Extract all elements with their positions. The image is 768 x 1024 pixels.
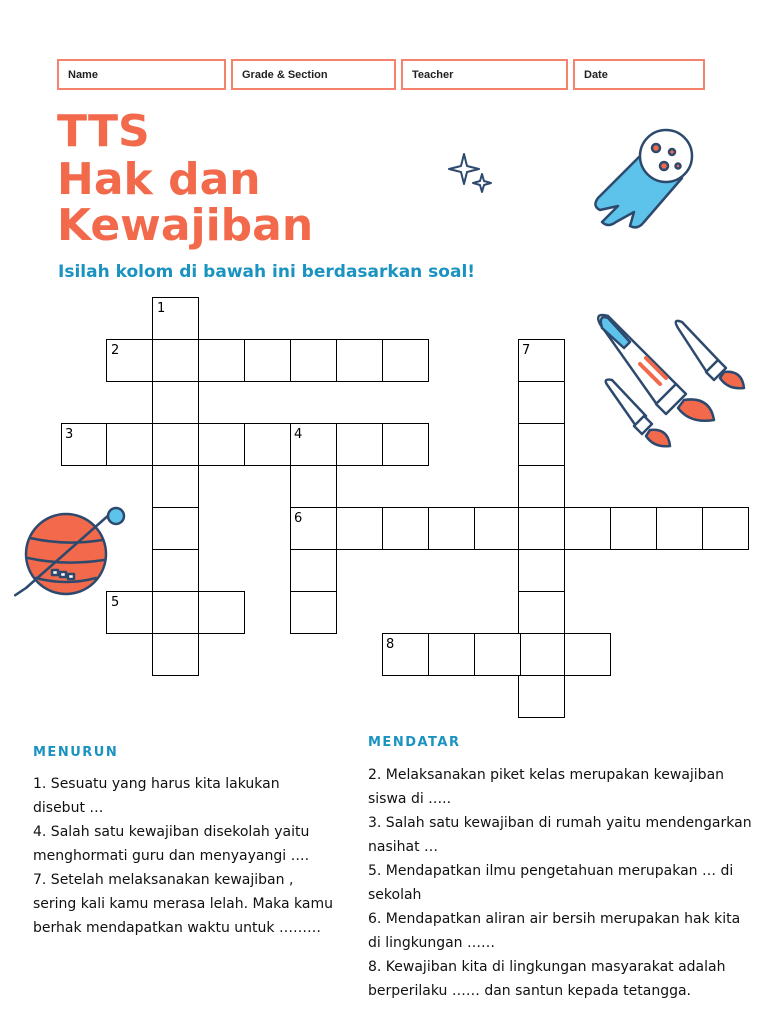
grade-section-field[interactable] — [231, 59, 396, 90]
grid-cell[interactable] — [382, 339, 429, 382]
grid-cell[interactable] — [244, 423, 291, 466]
clue-number-5: 5 — [111, 595, 120, 610]
instruction-text: Isilah kolom di bawah ini berdasarkan soal! — [58, 262, 476, 282]
grid-cell[interactable] — [518, 633, 565, 676]
grid-cell[interactable] — [336, 423, 383, 466]
date-field-label: Date — [584, 69, 608, 81]
title-line-1: TTS — [57, 106, 150, 157]
grid-cell[interactable] — [382, 423, 429, 466]
grid-cell[interactable] — [152, 423, 199, 466]
clue-line: berperilaku …… dan santun kepada tetangga. — [368, 983, 691, 999]
grid-cell[interactable] — [198, 591, 245, 634]
grid-cell[interactable] — [518, 465, 565, 508]
clue-number-4: 4 — [294, 427, 303, 442]
mendatar-heading: MENDATAR — [368, 735, 461, 750]
grid-cell[interactable] — [152, 549, 199, 592]
date-field[interactable] — [573, 59, 705, 90]
grid-cell[interactable] — [656, 507, 703, 550]
grid-cell[interactable] — [428, 507, 475, 550]
grid-cell[interactable] — [518, 381, 565, 424]
grid-cell[interactable] — [702, 507, 749, 550]
grid-cell[interactable] — [198, 339, 245, 382]
grid-cell[interactable] — [290, 339, 337, 382]
clue-line: 7. Setelah melaksanakan kewajiban , — [33, 872, 294, 888]
grid-cell[interactable] — [106, 423, 153, 466]
grid-cell[interactable] — [152, 591, 199, 634]
clue-line: 6. Mendapatkan aliran air bersih merupakan hak kita — [368, 911, 741, 927]
grid-cell[interactable] — [518, 675, 565, 718]
grid-cell[interactable] — [244, 339, 291, 382]
clue-number-1: 1 — [157, 301, 166, 316]
grid-cell[interactable] — [474, 507, 521, 550]
clue-line: 3. Salah satu kewajiban di rumah yaitu mendengarkan — [368, 815, 752, 831]
sparkle-icon — [448, 152, 496, 196]
clue-line: 5. Mendapatkan ilmu pengetahuan merupakan … di — [368, 863, 734, 879]
clue-line: siswa di ….. — [368, 791, 452, 807]
title-line-2: Hak dan — [57, 154, 261, 205]
clue-number-7: 7 — [522, 343, 531, 358]
menurun-heading: MENURUN — [33, 745, 119, 760]
clue-line: 2. Melaksanakan piket kelas merupakan kewajiban — [368, 767, 725, 783]
clue-line: berhak mendapatkan waktu untuk ……… — [33, 920, 321, 936]
grid-cell[interactable] — [564, 507, 611, 550]
grade-section-field-label: Grade & Section — [242, 69, 328, 81]
grid-cell[interactable] — [290, 591, 337, 634]
comet-icon — [588, 118, 708, 230]
grid-cell[interactable] — [152, 507, 199, 550]
teacher-field-label: Teacher — [412, 69, 454, 81]
name-field[interactable] — [57, 59, 226, 90]
grid-cell[interactable] — [336, 507, 383, 550]
grid-cell[interactable] — [474, 633, 521, 676]
grid-cell[interactable] — [290, 549, 337, 592]
grid-cell[interactable] — [152, 339, 199, 382]
clue-line: menghormati guru dan menyayangi …. — [33, 848, 310, 864]
rocket-icon — [590, 308, 750, 458]
title-line-3: Kewajiban — [57, 200, 314, 251]
clue-line: nasihat … — [368, 839, 439, 855]
clue-number-3: 3 — [65, 427, 74, 442]
grid-cell[interactable] — [428, 633, 475, 676]
grid-cell[interactable] — [152, 465, 199, 508]
grid-cell[interactable] — [610, 507, 657, 550]
grid-cell[interactable] — [564, 633, 611, 676]
grid-cell[interactable] — [152, 381, 199, 424]
grid-cell[interactable] — [152, 633, 199, 676]
clue-line: 8. Kewajiban kita di lingkungan masyarakat adalah — [368, 959, 726, 975]
planet-icon — [6, 496, 130, 602]
clue-number-6: 6 — [294, 511, 303, 526]
grid-cell[interactable] — [518, 507, 565, 550]
grid-cell[interactable] — [336, 339, 383, 382]
name-field-label: Name — [68, 69, 98, 81]
grid-cell[interactable] — [198, 423, 245, 466]
menurun-clues — [33, 772, 343, 940]
clue-line: sekolah — [368, 887, 422, 903]
clue-line: sering kali kamu merasa lelah. Maka kamu — [33, 896, 333, 912]
teacher-field[interactable] — [401, 59, 568, 90]
grid-cell[interactable] — [518, 423, 565, 466]
grid-cell[interactable] — [518, 591, 565, 634]
clue-line: di lingkungan …… — [368, 935, 495, 951]
clue-line: 1. Sesuatu yang harus kita lakukan — [33, 776, 280, 792]
clue-line: 4. Salah satu kewajiban disekolah yaitu — [33, 824, 310, 840]
grid-cell[interactable] — [518, 549, 565, 592]
clue-line: disebut … — [33, 800, 104, 816]
clue-number-2: 2 — [111, 343, 120, 358]
clue-number-8: 8 — [386, 637, 395, 652]
grid-cell[interactable] — [290, 465, 337, 508]
mendatar-clues — [368, 763, 763, 1003]
grid-cell[interactable] — [382, 507, 429, 550]
